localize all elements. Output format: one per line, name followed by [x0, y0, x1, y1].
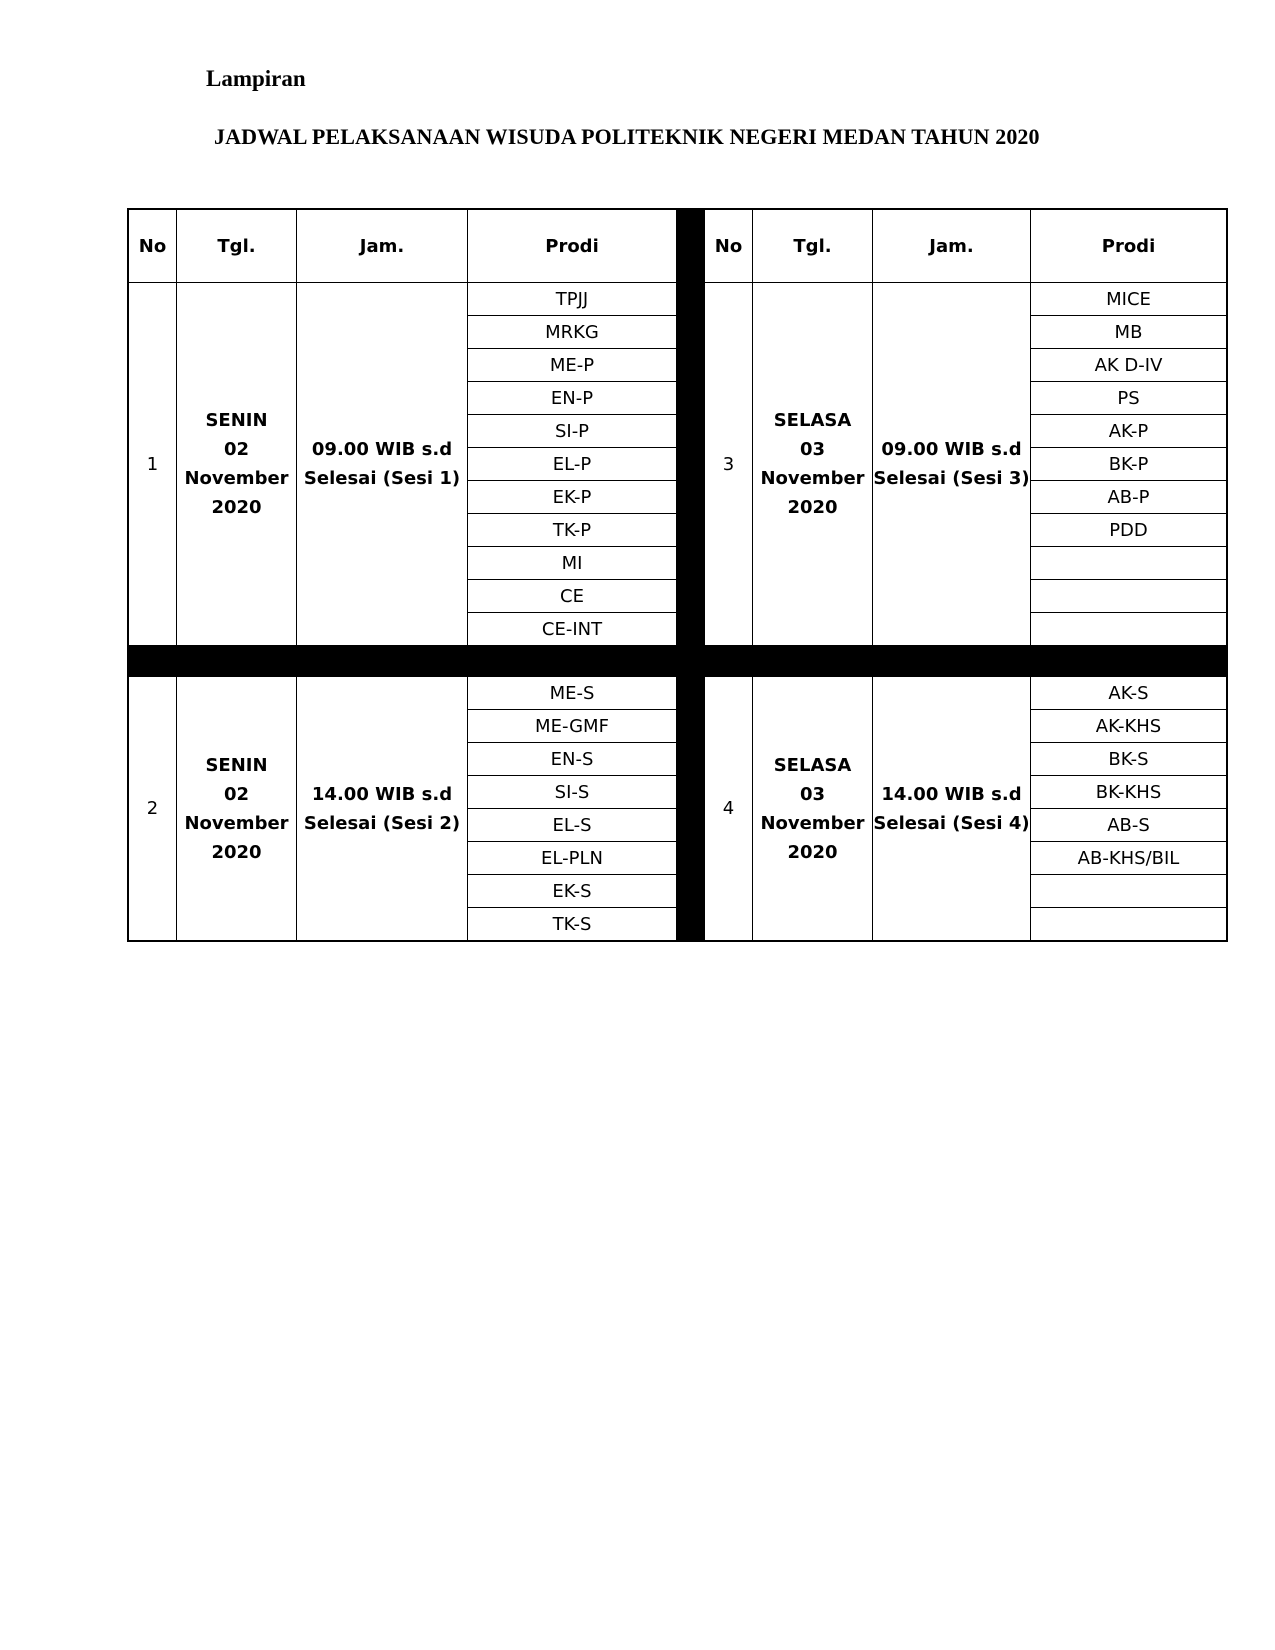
block-separator — [129, 646, 1227, 677]
session-day: SENIN — [205, 754, 268, 776]
prodi-cell-left: MI — [468, 547, 677, 580]
prodi-cell-left: CE — [468, 580, 677, 613]
session-month: November — [760, 812, 865, 834]
session-date-number: 02 — [223, 783, 250, 805]
block-sesi-1-3-row — [129, 283, 1227, 316]
session-date-number: 02 — [223, 439, 250, 460]
session-date-right — [753, 283, 873, 646]
header-row — [129, 210, 1227, 283]
session-time-end: Selesai (Sesi 3) — [873, 468, 1030, 489]
session-date-left — [177, 677, 297, 941]
prodi-cell-right — [1031, 613, 1227, 646]
session-time-right — [873, 677, 1031, 941]
column-divider — [677, 283, 705, 646]
document-title: JADWAL PELAKSANAAN WISUDA POLITEKNIK NEGERI MEDAN TAHUN 2020 — [214, 124, 1040, 149]
prodi-cell-left: EK-S — [468, 875, 677, 908]
column-divider — [677, 677, 705, 941]
block-sesi-2-4-row — [129, 677, 1227, 710]
prodi-cell-left: ME-P — [468, 349, 677, 382]
session-date-left — [177, 283, 297, 646]
session-month: November — [184, 468, 289, 489]
prodi-cell-right: PDD — [1031, 514, 1227, 547]
session-month: November — [184, 812, 289, 834]
prodi-cell-right: AK-S — [1031, 677, 1227, 710]
prodi-cell-left: EN-S — [468, 743, 677, 776]
separator-bar — [129, 646, 1227, 677]
prodi-cell-right: MB — [1031, 316, 1227, 349]
prodi-cell-left: EN-P — [468, 382, 677, 415]
session-time-end: Selesai (Sesi 1) — [303, 468, 461, 489]
header-prodi-left: Prodi — [468, 210, 677, 283]
prodi-cell-left: MRKG — [468, 316, 677, 349]
column-divider — [677, 210, 705, 283]
prodi-cell-right: BK-P — [1031, 448, 1227, 481]
header-prodi-right: Prodi — [1031, 210, 1227, 283]
prodi-cell-left: CE-INT — [468, 613, 677, 646]
session-date-right — [753, 677, 873, 941]
header-jam-left: Jam. — [297, 210, 468, 283]
schedule-table — [128, 209, 1227, 941]
header-jam-right: Jam. — [873, 210, 1031, 283]
session-day: SELASA — [773, 410, 852, 431]
prodi-cell-left: SI-P — [468, 415, 677, 448]
lampiran-label: Lampiran — [206, 66, 306, 91]
session-time-end: Selesai (Sesi 4) — [873, 812, 1030, 834]
session-month: November — [760, 468, 865, 489]
prodi-cell-right: AB-S — [1031, 809, 1227, 842]
session-year: 2020 — [211, 841, 262, 863]
session-year: 2020 — [211, 497, 262, 518]
header-tgl-right: Tgl. — [753, 210, 873, 283]
session-time-left — [297, 283, 468, 646]
session-date-number: 03 — [799, 439, 826, 460]
session-time-start: 14.00 WIB s.d — [881, 783, 1022, 805]
session-time-start: 14.00 WIB s.d — [311, 783, 453, 805]
header-no-right: No — [705, 210, 753, 283]
session-time-left — [297, 677, 468, 941]
session-day: SELASA — [773, 754, 852, 776]
prodi-cell-right: BK-S — [1031, 743, 1227, 776]
prodi-cell-right — [1031, 547, 1227, 580]
session-day: SENIN — [205, 410, 268, 431]
prodi-cell-left: EL-S — [468, 809, 677, 842]
prodi-cell-left: EL-PLN — [468, 842, 677, 875]
prodi-cell-left: TK-P — [468, 514, 677, 547]
session-time-start: 09.00 WIB s.d — [311, 439, 453, 460]
prodi-cell-left: TK-S — [468, 908, 677, 941]
session-year: 2020 — [787, 497, 838, 518]
session-time-end: Selesai (Sesi 2) — [303, 812, 461, 834]
prodi-cell-right: MICE — [1031, 283, 1227, 316]
prodi-cell-left: EK-P — [468, 481, 677, 514]
prodi-cell-right: AB-KHS/BIL — [1031, 842, 1227, 875]
session-date-number: 03 — [799, 783, 826, 805]
prodi-cell-right: AB-P — [1031, 481, 1227, 514]
prodi-cell-right: PS — [1031, 382, 1227, 415]
session-number-left: 2 — [129, 677, 177, 941]
prodi-cell-left: TPJJ — [468, 283, 677, 316]
header-no-left: No — [129, 210, 177, 283]
prodi-cell-right — [1031, 908, 1227, 941]
prodi-cell-left: EL-P — [468, 448, 677, 481]
session-year: 2020 — [787, 841, 838, 863]
prodi-cell-right — [1031, 875, 1227, 908]
header-tgl-left: Tgl. — [177, 210, 297, 283]
session-time-start: 09.00 WIB s.d — [881, 439, 1022, 460]
prodi-cell-right: BK-KHS — [1031, 776, 1227, 809]
prodi-cell-right: AK-KHS — [1031, 710, 1227, 743]
prodi-cell-left: SI-S — [468, 776, 677, 809]
prodi-cell-left: ME-GMF — [468, 710, 677, 743]
session-number-right: 4 — [705, 677, 753, 941]
session-time-right — [873, 283, 1031, 646]
session-number-right: 3 — [705, 283, 753, 646]
prodi-cell-right: AK-P — [1031, 415, 1227, 448]
prodi-cell-right: AK D-IV — [1031, 349, 1227, 382]
schedule-table-frame — [127, 208, 1228, 942]
prodi-cell-right — [1031, 580, 1227, 613]
prodi-cell-left: ME-S — [468, 677, 677, 710]
session-number-left: 1 — [129, 283, 177, 646]
